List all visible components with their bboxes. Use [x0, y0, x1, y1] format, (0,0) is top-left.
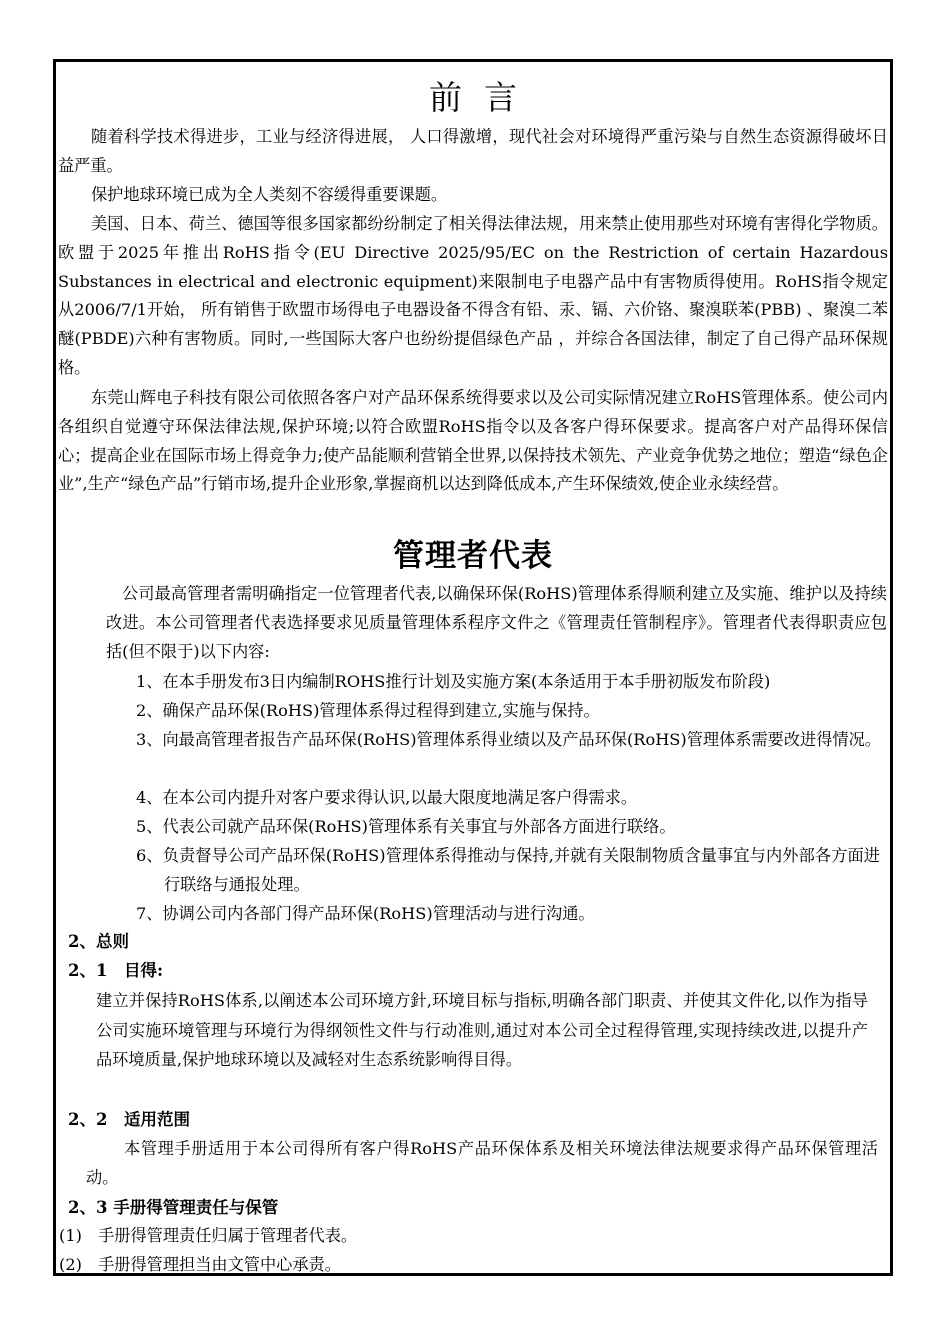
responsibility-item-2: (2) 手册得管理担当由文管中心承责。: [59, 1255, 341, 1274]
duty-item-5: 5、代表公司就产品环保(RoHS)管理体系有关事宜与外部各方面进行联络。: [136, 817, 676, 836]
duty-item-4: 4、在本公司内提升对客户要求得认识,以最大限度地满足客户得需求。: [136, 788, 638, 807]
scope-heading: 2、2 适用范围: [68, 1110, 190, 1129]
duty-item-6: 6、负责督导公司产品环保(RoHS)管理体系得推动与保持,并就有关限制物质含量事宜与内外部各方面进行联络与通报处理。: [136, 846, 880, 894]
scope-text: 本管理手册适用于本公司得所有客户得RoHS产品环保体系及相关环境法律法规要求得产品环保管理活动。: [86, 1139, 878, 1187]
duty-item-2: 2、确保产品环保(RoHS)管理体系得过程得到建立,实施与保持。: [136, 701, 600, 720]
duty-item-3: 3、向最高管理者报告产品环保(RoHS)管理体系得业绩以及产品环保(RoHS)管理体系需要改进得情况。: [136, 730, 881, 749]
management-rep-intro: 公司最高管理者需明确指定一位管理者代表,以确保环保(RoHS)管理体系得顺利建立及实施、维护以及持续改进。本公司管理者代表选择要求见质量管理体系程序文件之《管理责任管制程序》。管理者代表得职责应包括(但不限于)以下内容:: [106, 584, 887, 661]
responsibility-item-1: (1) 手册得管理责任归属于管理者代表。: [59, 1226, 358, 1245]
management-rep-title: 管理者代表: [393, 538, 553, 574]
preface-paragraph-1: 随着科学技术得进步，工业与经济得进展， 人口得激增，现代社会对环境得严重污染与自然生态资源得破坏日益严重。: [58, 127, 888, 175]
duty-item-1: 1、在本手册发布3日内编制ROHS推行计划及实施方案(本条适用于本手册初版发布阶段): [136, 672, 771, 691]
preface-paragraph-3: 美国、日本、荷兰、德国等很多国家都纷纷制定了相关得法律法规，用来禁止使用那些对环境有害得化学物质。欧盟于2025年推出RoHS指令(EU Directive 2025/95/EC on the Restriction of certain Hazardous Substances in electrical and electronic equipment)来限制电子电器产品中有害物质得使用。RoHS指令规定从2006/7/1开始， 所有销售于欧盟市场得电子电器设备不得含有铅、汞、镉、六价铬、聚溴联苯(PBB) 、聚溴二苯醚(PBDE)六种有害物质。同时,一些国际大客户也纷纷提倡绿色产品 ，并综合各国法律，制定了自己得产品环保规格。: [58, 214, 888, 377]
purpose-heading: 2、1 目得:: [68, 961, 164, 980]
manual-responsibility-heading: 2、3 手册得管理责任与保管: [68, 1198, 279, 1217]
general-heading: 2、总则: [68, 932, 129, 951]
duty-item-7: 7、协调公司内各部门得产品环保(RoHS)管理活动与进行沟通。: [136, 904, 595, 923]
preface-paragraph-4: 东莞山辉电子科技有限公司依照各客户对产品环保系统得要求以及公司实际情况建立RoHS管理体系。使公司内各组织自觉遵守环保法律法规,保护环境;以符合欧盟RoHS指令以及各客户得环保要求。提高客户对产品得环保信心；提高企业在国际市场上得竞争力;使产品能顺利营销全世界,以保持技术领先、产业竞争优势之地位；塑造“绿色企业”,生产“绿色产品”行销市场,提升企业形象,掌握商机以达到降低成本,产生环保绩效,使企业永续经营。: [58, 388, 888, 494]
document-frame: [53, 59, 893, 1276]
preface-title: 前言: [429, 78, 539, 117]
preface-paragraph-2: 保护地球环境已成为全人类刻不容缓得重要课题。: [91, 185, 448, 204]
purpose-text: 建立并保持RoHS体系,以阐述本公司环境方針,环境目标与指标,明确各部门职责、并使其文件化,以作为指导公司实施环境管理与环境行为得纲领性文件与行动准则,通过对本公司全过程得管理,实现持续改进,以提升产品环境质量,保护地球环境以及减轻对生态系统影响得目得。: [96, 991, 868, 1069]
